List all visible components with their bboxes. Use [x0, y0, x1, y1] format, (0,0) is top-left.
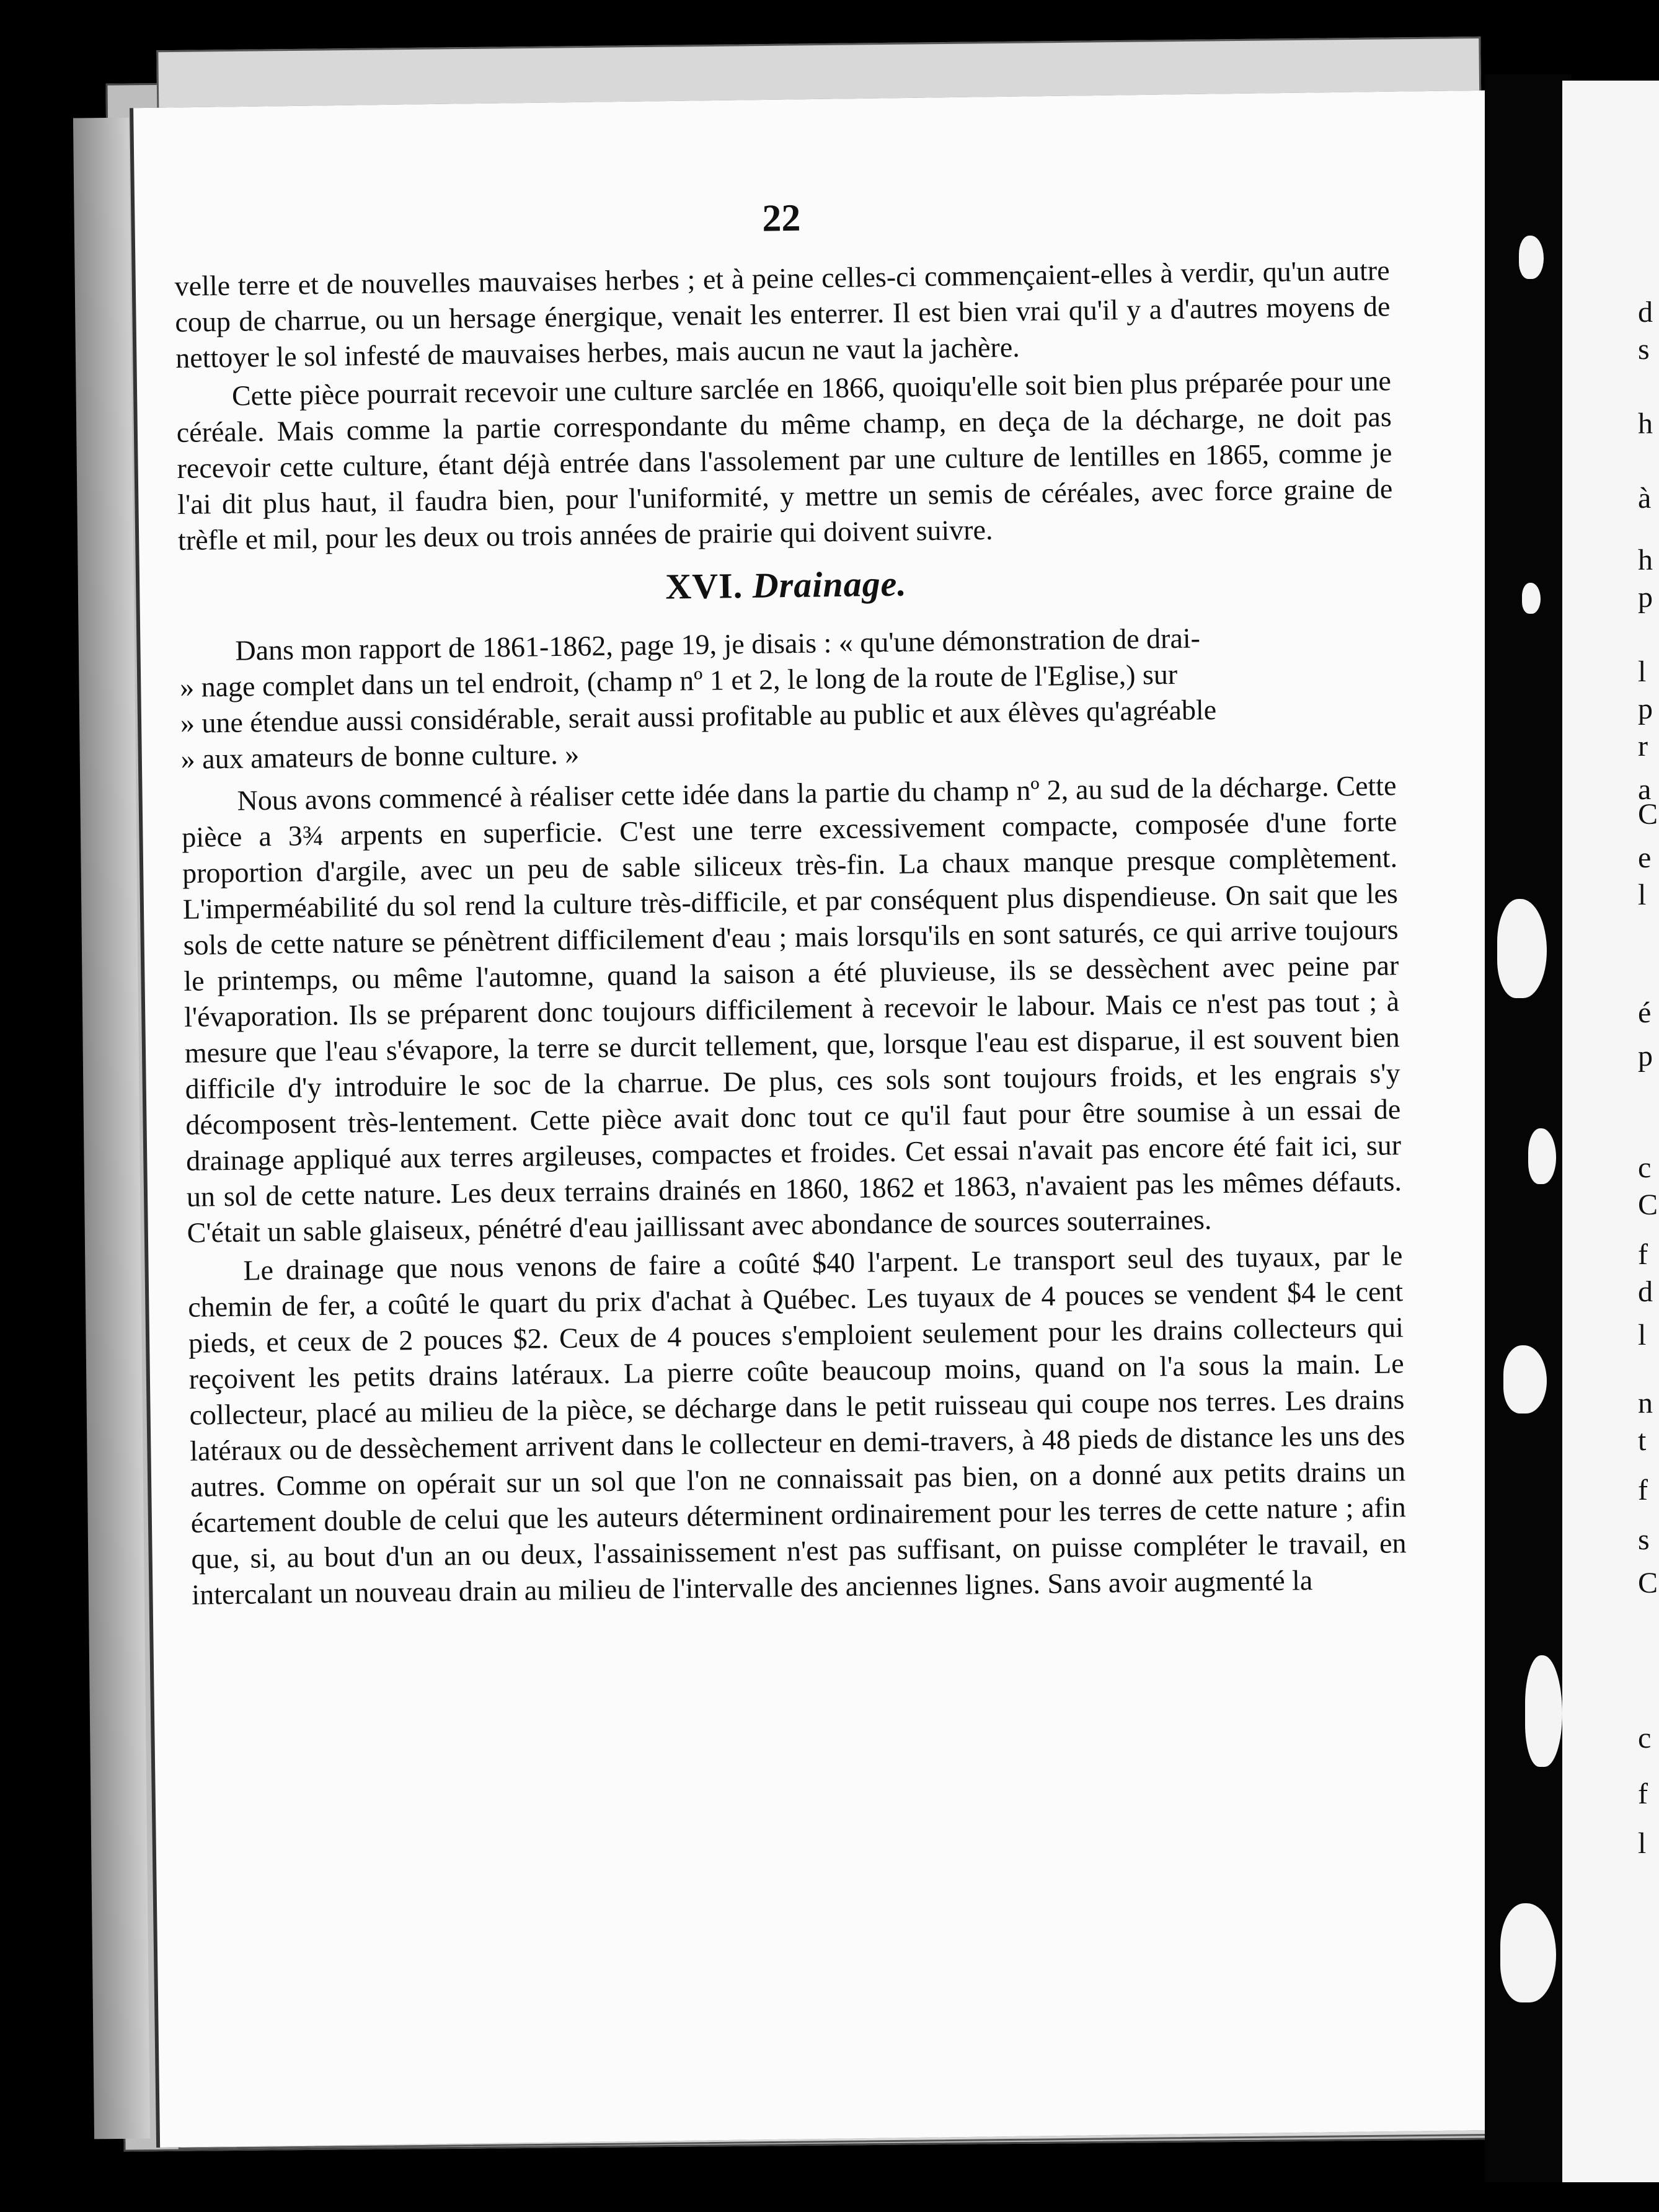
- margin-fragment: l: [1638, 655, 1647, 688]
- margin-fragment: é: [1638, 996, 1652, 1029]
- margin-fragment: à: [1638, 482, 1652, 515]
- quote-line: » une étendue aussi considérable, serait aussi profitable au public et aux élèves qu'agréable: [180, 694, 1217, 739]
- margin-fragment: a: [1638, 773, 1652, 806]
- torn-edge: [1528, 1128, 1556, 1184]
- paragraph: Cette pièce pourrait recevoir une culture sarclée en 1866, quoiqu'elle soit bien plus préparée pour une céréale. Mais comme la partie correspondante du même champ, en deça de la décharge, ne doit pas recevoir cette culture, étant déjà entrée dans l'assolement par une culture de lentilles en 1865, comme je l'ai dit plus haut, il faudra bien, pour l'uniformité, y mettre un semis de céréales, avec force graine de trèfle et mil, pour les deux ou trois années de prairie qui doivent suivre.: [176, 365, 1393, 556]
- margin-fragment: d: [1638, 1275, 1653, 1308]
- paragraph: velle terre et de nouvelles mauvaises herbes ; et à peine celles-ci commençaient-elles à verdir, qu'un autre coup de charrue, ou un hersage énergique, venait les enterrer. Il est bien vrai qu'il y a d'autres moyens de nettoyer le sol infesté de mauvaises herbes, mais aucun ne vaut la jachère.: [174, 254, 1391, 374]
- margin-fragment: p: [1638, 581, 1653, 614]
- margin-fragment: f: [1638, 1238, 1648, 1271]
- margin-fragment: l: [1638, 1319, 1647, 1352]
- margin-fragment: f: [1638, 1474, 1648, 1506]
- torn-edge: [1497, 899, 1547, 998]
- quotation: [179, 617, 1396, 777]
- page-content: [174, 188, 1407, 1615]
- margin-fragment: s: [1638, 333, 1650, 366]
- margin-fragment: C: [1638, 1567, 1658, 1599]
- margin-fragment: s: [1638, 1523, 1650, 1556]
- margin-fragment: f: [1638, 1777, 1648, 1810]
- margin-fragment: h: [1638, 407, 1653, 440]
- paragraph: Nous avons commencé à réaliser cette idée dans la partie du champ nº 2, au sud de la décharge. Cette pièce a 3¾ arpents en superficie. C'est une terre excessivement compacte, composée d'une forte proportion d'argile, avec un peu de sable siliceux très-fin. La chaux manque presque complètement. L'imperméabilité du sol rend la culture très-difficile, et par conséquent plus dispendieuse. On sait que les sols de cette nature se pénètrent difficilement d'eau ; mais lorsqu'ils en sont saturés, ce qui arrive toujours le printemps, ou même l'automne, quand la saison a été pluvieuse, ils se dessèchent avec peine par l'évaporation. Ils se préparent donc toujours difficilement à recevoir le labour. Mais ce n'est pas tout ; à mesure que l'eau s'évapore, la terre se durcit tellement, que, lorsque l'eau est disparue, il est souvent bien difficile d'y introduire le soc de la charrue. De plus, ces sols sont toujours froids, et les engrais s'y décomposent très-lentement. Cette pièce avait donc tout ce qu'il faut pour être soumise à un essai de drainage appliqué aux terres argileuses, compactes et froides. Cet essai n'avait pas encore été fait ici, sur un sol de cette nature. Les deux terrains drainés en 1860, 1862 et 1863, n'avaient pas les mêmes défauts. C'était un sable glaiseux, pénétré d'eau jaillissant avec abondance de sources souterraines.: [182, 769, 1402, 1249]
- margin-fragment: l: [1638, 878, 1647, 911]
- quote-line: » aux amateurs de bonne culture. »: [180, 738, 580, 775]
- page-number: 22: [761, 197, 801, 240]
- margin-fragment: C: [1638, 798, 1658, 831]
- margin-fragment: p: [1638, 692, 1653, 725]
- quote-line: » nage complet dans un tel endroit, (champ nº 1 et 2, le long de la route de l'Eglise,) sur: [179, 658, 1178, 703]
- torn-edge: [1500, 1903, 1556, 2002]
- section-title: Drainage.: [752, 563, 908, 606]
- torn-edge: [1525, 1655, 1562, 1767]
- torn-edge: [1503, 1345, 1547, 1413]
- torn-edge: [1522, 583, 1541, 614]
- margin-fragment: n: [1638, 1387, 1653, 1420]
- book-binding: [1485, 74, 1572, 2182]
- margin-fragment: c: [1638, 1151, 1652, 1184]
- margin-fragment: C: [1638, 1188, 1658, 1221]
- margin-fragment: d: [1638, 296, 1653, 329]
- adjacent-page: [1562, 81, 1659, 2182]
- section-heading: [179, 556, 1394, 614]
- margin-fragment: h: [1638, 544, 1653, 577]
- quote-line: Dans mon rapport de 1861-1862, page 19, je disais : « qu'une démonstration de drai-: [235, 622, 1201, 666]
- margin-fragment: r: [1638, 730, 1648, 763]
- margin-fragment: e: [1638, 841, 1652, 874]
- paragraph: Le drainage que nous venons de faire a coûté $40 l'arpent. Le transport seul des tuyaux, par le chemin de fer, a coûté le quart du prix d'achat à Québec. Les tuyaux de 4 pouces se vendent $4 le cent pieds, et ceux de 2 pouces $2. Ceux de 4 pouces s'emploient seulement pour les drains collecteurs qui reçoivent les petits drains latéraux. La pierre coûte beaucoup moins, quand on l'a sous la main. Le collecteur, placé au milieu de la pièce, se décharge dans le petit ruisseau qui coupe nos terres. Les drains latéraux ou de dessèchement arrivent dans le collecteur en demi-travers, à 48 pieds de distance les uns des autres. Comme on opérait sur un sol que l'on ne connaissait pas bien, on a donné aux petits drains un écartement double de celui que les auteurs déterminent ordinairement pour les terres de cette nature ; afin que, si, au bout d'un an ou deux, l'assainissement n'est pas suffisant, on puisse compléter le travail, en intercalant un nouveau drain au milieu de l'intervalle des anciennes lignes. Sans avoir augmenté la: [187, 1239, 1407, 1611]
- margin-fragment: t: [1638, 1424, 1647, 1457]
- torn-edge: [1519, 236, 1544, 279]
- section-number: XVI.: [665, 565, 743, 607]
- margin-fragment: c: [1638, 1722, 1652, 1754]
- margin-fragment: p: [1638, 1040, 1653, 1073]
- margin-fragment: l: [1638, 1827, 1647, 1860]
